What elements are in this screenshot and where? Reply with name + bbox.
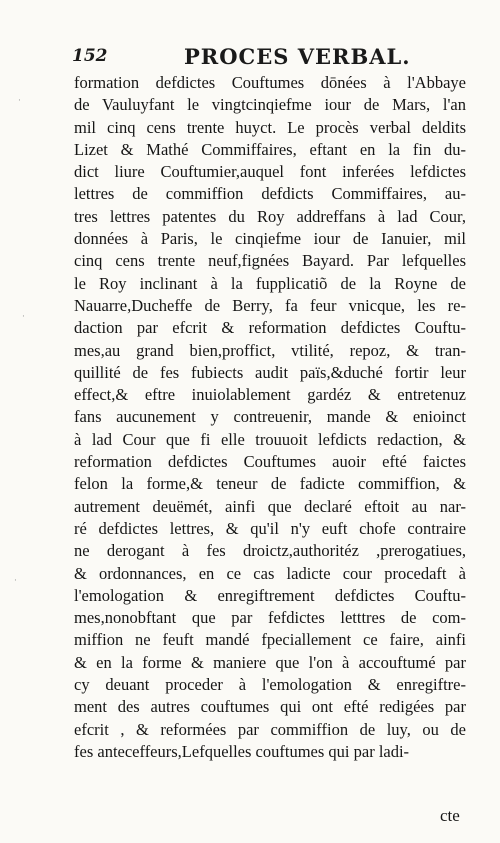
text-line: Nauarre,Ducheffe de Berry, fa feur vnicque, les re-	[74, 295, 466, 315]
text-line: effect,& eftre inuiolablement gardéz & entretenuz	[74, 385, 466, 405]
text-line: le Roy inclinant à la fupplicatiõ de la Royne de	[74, 273, 466, 293]
text-line: mil cinq cens trente huyct. Le procès verbal deldits	[74, 117, 466, 137]
page-header	[72, 44, 462, 70]
text-line: mes,nonobftant que par fefdictes letttres de com-	[74, 608, 466, 628]
text-line: reformation defdictes Couftumes auoir efté faictes	[74, 452, 466, 472]
text-line: fes anteceffeurs,Lefquelles couftumes qui par ladi-	[74, 741, 410, 761]
text-line: ré defdictes lettres, & qu'il n'y euft chofe contraire	[74, 518, 466, 538]
text-line: de Vauluyfant le vingtcinqiefme iour de Mars, l'an	[74, 95, 466, 115]
text-line: fans aucunement y contreuenir, mande & enioinct	[74, 407, 466, 427]
text-line: quillité de fes fubiects audit païs,&duché fortir leur	[74, 362, 466, 382]
text-line: Lizet & Mathé Commiffaires, eftant en la fin du-	[74, 139, 466, 159]
body-text	[74, 72, 466, 822]
text-line: miffion ne feuft mandé fpeciallement ce faire, ainfi	[74, 630, 466, 650]
text-line: & en la forme & maniere que l'on à accouftumé par	[74, 652, 466, 672]
text-line: formation defdictes Couftumes dōnées à l'Abbaye	[74, 73, 466, 92]
text-line: tres lettres patentes du Roy addreffans à lad Cour,	[74, 206, 466, 226]
page-number: 152	[72, 46, 108, 66]
text-line: cinq cens trente neuf,fignées Bayard. Par lefquelles	[74, 251, 466, 271]
text-line: cy deuant proceder à l'emologation & enregiftre-	[74, 675, 466, 695]
text-line: ne derogant à fes droictz,authoritéz ,prerogatiues,	[74, 541, 466, 561]
margin-speck: ·	[18, 96, 21, 106]
text-line: l'emologation & enregiftrement defdictes Couftu-	[74, 585, 466, 605]
text-line: efcrit , & reformées par commiffion de luy, ou de	[74, 719, 466, 739]
running-head: PROCES VERBAL.	[184, 44, 411, 69]
text-line: lettres de commiffion defdicts Commiffaires, au-	[74, 184, 466, 204]
text-line: dict liure Couftumier,auquel font inferées lefdictes	[74, 162, 466, 182]
catchword: cte	[440, 806, 460, 825]
text-line: felon la forme,& teneur de fadicte commiffion, &	[74, 474, 466, 494]
margin-speck: ·	[14, 576, 17, 586]
text-line: ment des autres couftumes qui ont efté redigées par	[74, 697, 466, 717]
text-line: mes,au grand bien,proffict, vtilité, repoz, & tran-	[74, 340, 466, 360]
text-line: autrement deuëmét, ainfi que declaré eftoit au nar-	[74, 496, 466, 516]
text-line: daction par efcrit & reformation defdictes Couftu-	[74, 318, 466, 338]
text-line: données à Paris, le cinqiefme iour de Ianuier, mil	[74, 229, 466, 249]
text-line: & ordonnances, en ce cas ladicte cour procedaft à	[74, 563, 466, 583]
text-line: à lad Cour que fi elle trouuoit lefdicts redaction, &	[74, 429, 466, 449]
margin-speck: ·	[22, 312, 25, 322]
